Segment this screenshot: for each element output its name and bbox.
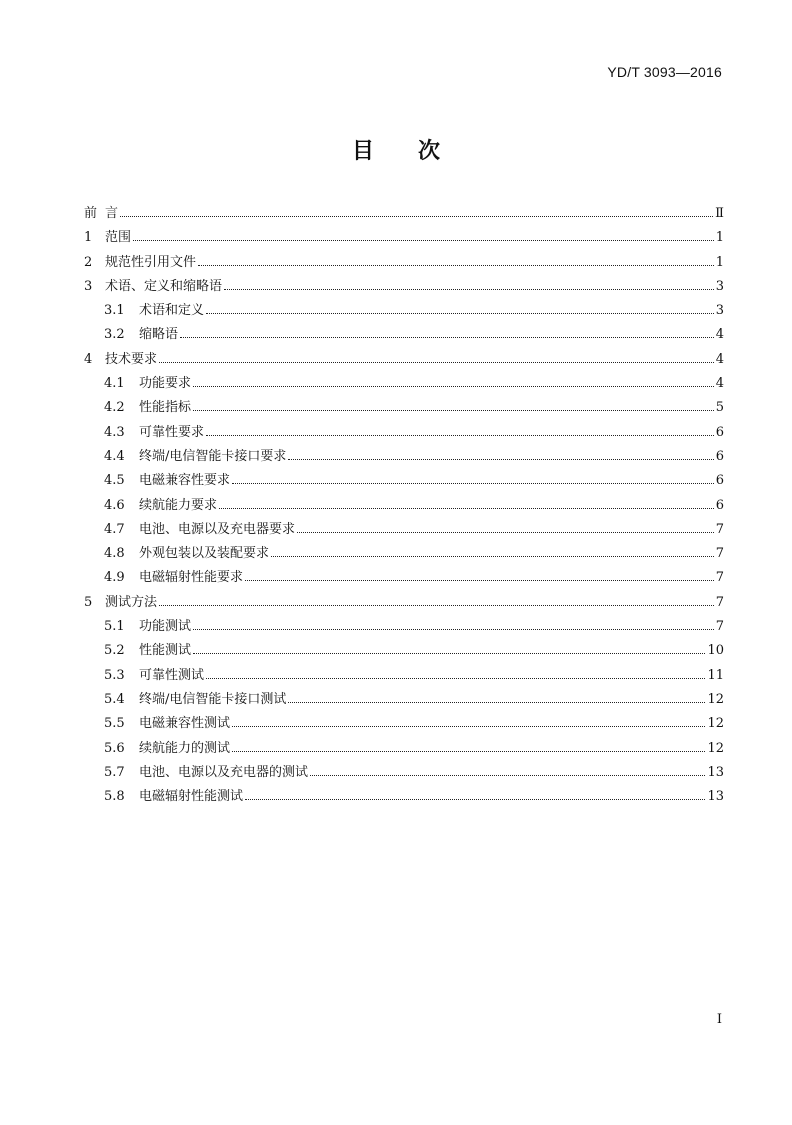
toc-entry[interactable]: [84, 299, 724, 323]
dot-leader: [120, 215, 713, 217]
toc-entry-label: 术语和定义: [139, 303, 205, 319]
toc-entry-page: 6: [715, 424, 724, 440]
dot-leader: [297, 531, 714, 533]
dot-leader: [288, 701, 705, 703]
toc-entry-page: 1: [715, 230, 724, 246]
toc-entry-number: 5.8: [104, 789, 125, 805]
toc-entry-number: 5.1: [104, 619, 125, 635]
toc-entry-number: 3.1: [104, 303, 125, 319]
page-title: [0, 134, 792, 165]
toc-entry-page: 7: [715, 570, 724, 586]
toc-entry[interactable]: [84, 275, 724, 299]
toc-entry-number: 4: [84, 351, 93, 367]
toc-entry-page: 6: [715, 497, 724, 513]
toc-entry-label: 可靠性测试: [139, 667, 205, 683]
toc-entry-label: 技术要求: [105, 351, 158, 367]
toc-entry-number: 4.9: [104, 570, 125, 586]
toc-entry-page: Ⅱ: [715, 206, 724, 221]
toc-entry-label: 电池、电源以及充电器要求: [139, 521, 296, 537]
toc-entry-label: 可靠性要求: [139, 424, 205, 440]
toc-entry-number: 2: [84, 254, 93, 270]
dot-leader: [206, 312, 714, 314]
toc-entry[interactable]: [84, 712, 724, 736]
toc-entry-label: 性能测试: [139, 643, 192, 659]
toc-entry[interactable]: [84, 372, 724, 396]
toc-entry[interactable]: [84, 421, 724, 445]
toc-entry-label: 续航能力的测试: [139, 740, 231, 756]
toc-entry-label: 终端/电信智能卡接口要求: [139, 448, 287, 464]
page-number: I: [716, 1012, 722, 1027]
toc-entry[interactable]: [84, 785, 724, 809]
toc-entry-label: 外观包装以及装配要求: [139, 546, 270, 562]
toc-entry[interactable]: [84, 518, 724, 542]
toc-entry-label: 电磁辐射性能要求: [139, 570, 244, 586]
dot-leader: [288, 458, 713, 460]
toc-entry-page: 7: [715, 594, 724, 610]
toc-entry-page: 1: [715, 254, 724, 270]
toc-entry-number: 5.5: [104, 716, 125, 732]
toc-entry-label: 功能测试: [139, 619, 192, 635]
toc-entry[interactable]: [84, 348, 724, 372]
toc-entry-page: 10: [707, 643, 724, 659]
toc-entry-page: 7: [715, 521, 724, 537]
dot-leader: [232, 750, 705, 752]
toc-entry[interactable]: [84, 494, 724, 518]
toc-entry-label: 范围: [105, 230, 132, 246]
dot-leader: [219, 507, 714, 509]
toc-entry-page: 6: [715, 473, 724, 489]
toc-entry-page: 6: [715, 448, 724, 464]
toc-entry-number: 1: [84, 230, 93, 246]
toc-entry-label: 电磁兼容性测试: [139, 716, 231, 732]
dot-leader: [310, 774, 705, 776]
toc-entry-number: 5.6: [104, 740, 125, 756]
toc-entry-page: 3: [715, 278, 724, 294]
toc-entry[interactable]: [84, 323, 724, 347]
toc-entry-page: 4: [715, 327, 724, 343]
dot-leader: [159, 361, 714, 363]
toc-entry-label: 续航能力要求: [139, 497, 218, 513]
dot-leader: [193, 652, 705, 654]
toc-entry-number: 4.7: [104, 521, 125, 537]
toc-entry-number: 4.6: [104, 497, 125, 513]
toc-entry[interactable]: [84, 251, 724, 275]
toc-entry[interactable]: [84, 639, 724, 663]
toc-entry-number: 5.7: [104, 764, 125, 780]
toc-entry-label: 功能要求: [139, 376, 192, 392]
dot-leader: [224, 288, 714, 290]
toc-entry-number: 4.8: [104, 546, 125, 562]
dot-leader: [133, 239, 714, 241]
toc-entry-number: 5.3: [104, 667, 125, 683]
dot-leader: [245, 798, 705, 800]
dot-leader: [193, 409, 714, 411]
toc-entry-number: 5.2: [104, 643, 125, 659]
dot-leader: [232, 482, 714, 484]
toc-entry-label: 缩略语: [139, 327, 179, 343]
toc-entry[interactable]: [84, 226, 724, 250]
toc-entry-number: 前: [84, 206, 98, 221]
toc-entry-label: 规范性引用文件: [105, 254, 197, 270]
toc-entry[interactable]: [84, 202, 724, 226]
toc-entry[interactable]: [84, 445, 724, 469]
toc-entry-page: 3: [715, 303, 724, 319]
table-of-contents: [84, 202, 724, 809]
toc-entry[interactable]: [84, 615, 724, 639]
toc-entry-number: 4.3: [104, 424, 125, 440]
dot-leader: [206, 677, 705, 679]
toc-entry-label: 电磁辐射性能测试: [139, 789, 244, 805]
dot-leader: [198, 264, 714, 266]
toc-entry[interactable]: [84, 737, 724, 761]
toc-entry-page: 12: [707, 740, 724, 756]
toc-entry[interactable]: [84, 664, 724, 688]
toc-entry-number: 5: [84, 594, 93, 610]
toc-entry-label: 言: [105, 206, 119, 221]
toc-entry-number: 3: [84, 278, 93, 294]
toc-entry-page: 13: [707, 764, 724, 780]
toc-entry-number: 3.2: [104, 327, 125, 343]
toc-entry[interactable]: [84, 761, 724, 785]
toc-entry[interactable]: [84, 566, 724, 590]
toc-entry-page: 12: [707, 691, 724, 707]
toc-entry-page: 12: [707, 716, 724, 732]
toc-entry-label: 测试方法: [105, 594, 158, 610]
toc-entry-page: 4: [715, 376, 724, 392]
standard-number: YD/T 3093—2016: [607, 64, 722, 80]
toc-entry[interactable]: [84, 688, 724, 712]
dot-leader: [193, 385, 714, 387]
toc-entry-number: 4.2: [104, 400, 125, 416]
dot-leader: [271, 555, 714, 557]
toc-entry-page: 7: [715, 619, 724, 635]
dot-leader: [180, 336, 714, 338]
toc-entry-number: 5.4: [104, 691, 125, 707]
dot-leader: [206, 434, 714, 436]
toc-entry-label: 性能指标: [139, 400, 192, 416]
title-char-1: 目: [351, 139, 374, 164]
toc-entry[interactable]: [84, 469, 724, 493]
title-char-2: 次: [418, 139, 441, 164]
toc-entry-label: 电池、电源以及充电器的测试: [139, 764, 309, 780]
dot-leader: [232, 725, 705, 727]
toc-entry-number: 4.4: [104, 448, 125, 464]
toc-entry-page: 7: [715, 546, 724, 562]
toc-entry-number: 4.5: [104, 473, 125, 489]
toc-entry-number: 4.1: [104, 376, 125, 392]
toc-entry-page: 4: [715, 351, 724, 367]
toc-entry-page: 5: [715, 400, 724, 416]
toc-entry[interactable]: [84, 542, 724, 566]
toc-entry-label: 终端/电信智能卡接口测试: [139, 691, 287, 707]
dot-leader: [245, 579, 714, 581]
toc-entry-page: 13: [707, 789, 724, 805]
dot-leader: [193, 628, 714, 630]
toc-entry-label: 术语、定义和缩略语: [105, 278, 223, 294]
toc-entry-page: 11: [707, 667, 724, 683]
dot-leader: [159, 604, 714, 606]
toc-entry[interactable]: [84, 591, 724, 615]
toc-entry-label: 电磁兼容性要求: [139, 473, 231, 489]
toc-entry[interactable]: [84, 396, 724, 420]
